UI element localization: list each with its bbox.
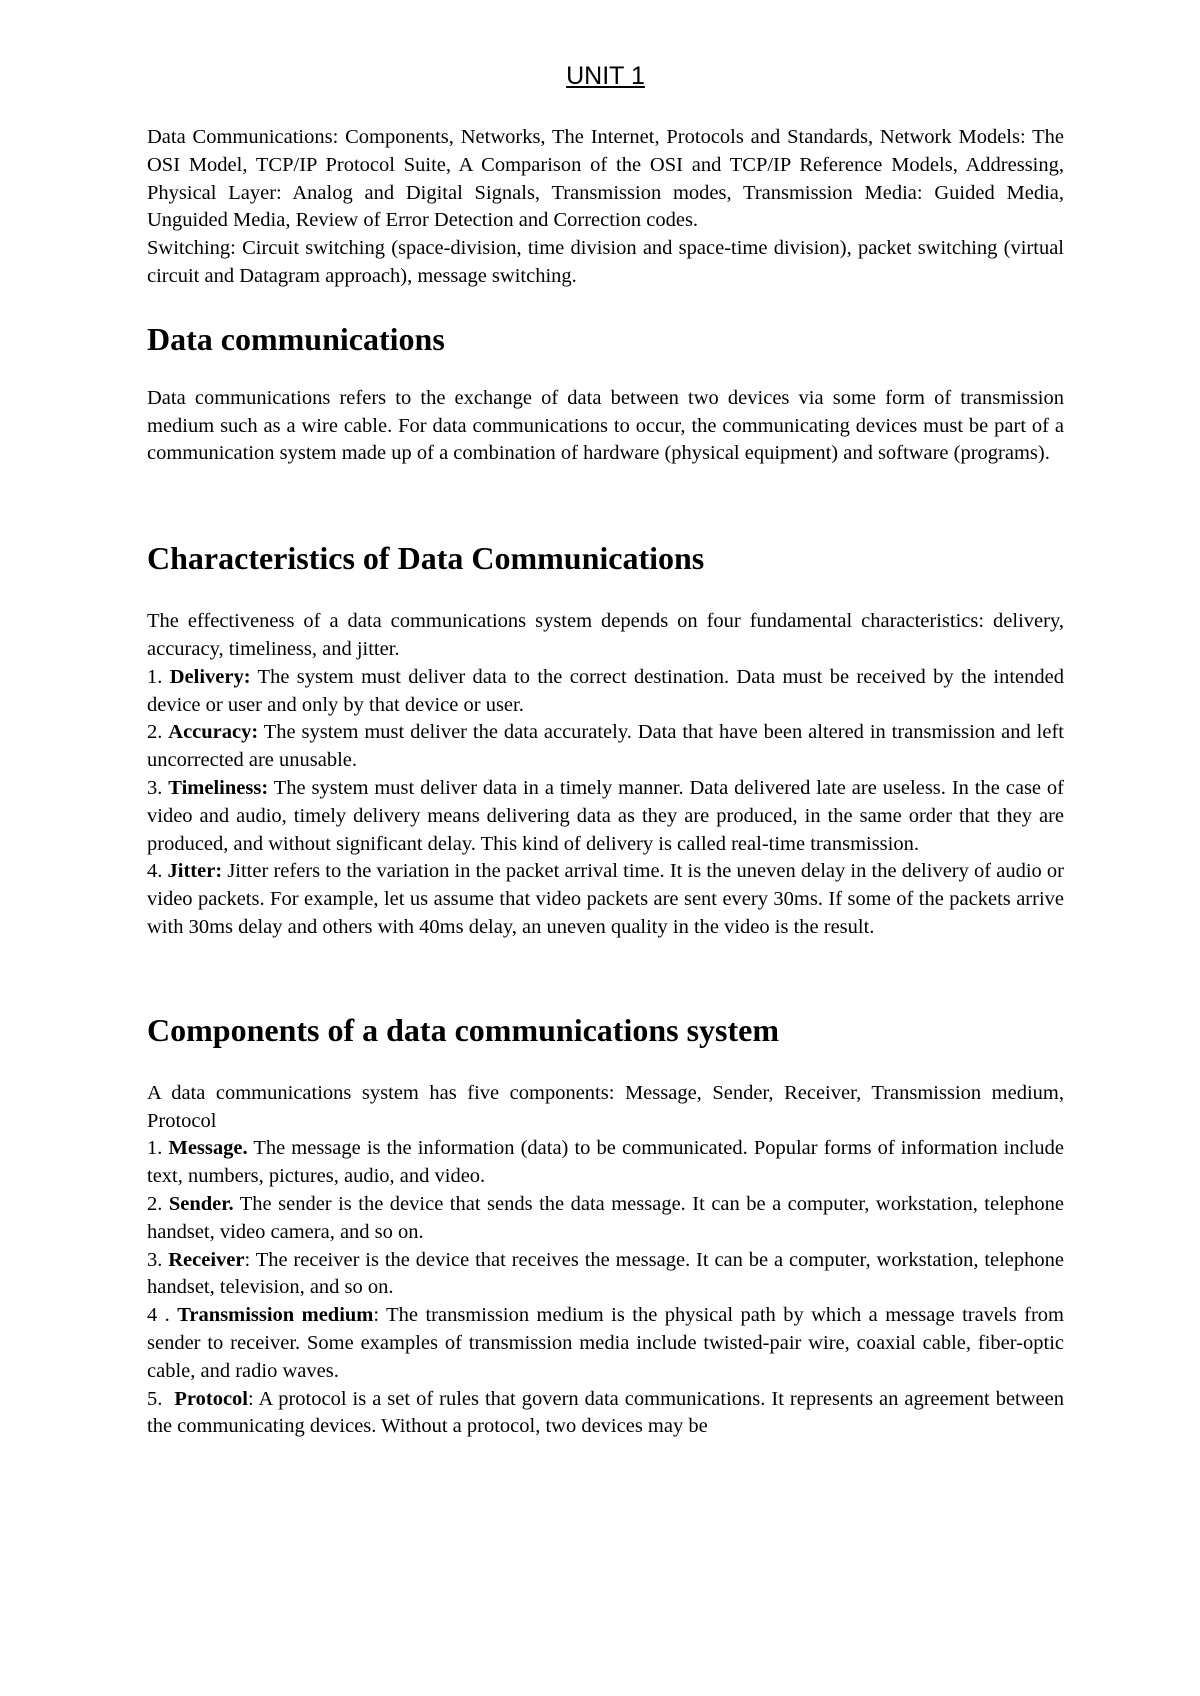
- item-text: The system must deliver data to the correct destination. Data must be received by the intended device or user and only by that device or user.: [147, 665, 1064, 716]
- component-item-sender: [147, 1191, 1064, 1247]
- syllabus-paragraph-1: Data Communications: Components, Networks, The Internet, Protocols and Standards, Network Models: The OSI Model, TCP/IP Protocol Suite, A Comparison of the OSI and TCP/IP Reference Models, Addressing, Physical Layer: Analog and Digital Signals, Transmission modes, Transmission Media: Guided Media, Unguided Media, Review of Error Detection and Correction codes.: [147, 126, 1064, 232]
- component-item-receiver: [147, 1247, 1064, 1303]
- item-text: The message is the information (data) to be communicated. Popular forms of information include text, numbers, pictures, audio, and video.: [147, 1137, 1064, 1188]
- item-number: 4.: [147, 860, 163, 883]
- item-term: Receiver: [168, 1248, 245, 1271]
- item-term: Sender.: [168, 1192, 234, 1215]
- item-number: 3.: [147, 776, 163, 799]
- characteristic-item-delivery: [147, 664, 1064, 720]
- item-text: : The receiver is the device that receives the message. It can be a computer, workstation, telephone handset, television, and so on.: [147, 1248, 1065, 1299]
- components-intro: A data communications system has five components: Message, Sender, Receiver, Transmission medium, Protocol: [147, 1081, 1064, 1132]
- item-term: Protocol: [174, 1387, 248, 1410]
- syllabus-paragraph-2: Switching: Circuit switching (space-division, time division and space-time division), packet switching (virtual circuit and Datagram approach), message switching.: [147, 237, 1064, 287]
- item-text: : A protocol is a set of rules that govern data communications. It represents an agreement between the communicating devices. Without a protocol, two devices may be: [147, 1387, 1065, 1438]
- characteristic-item-jitter: [147, 858, 1064, 941]
- heading-data-communications: Data communications: [147, 320, 445, 357]
- item-term: Delivery:: [169, 665, 251, 688]
- unit-title: UNIT 1: [566, 62, 645, 90]
- heading-components: Components of a data communications system: [147, 1011, 779, 1048]
- page-content: [147, 58, 1064, 1441]
- item-number: 2.: [147, 1192, 163, 1215]
- item-term: Message.: [168, 1137, 248, 1160]
- component-item-protocol: [147, 1386, 1064, 1442]
- item-number: 1.: [147, 1137, 163, 1160]
- item-number: 4 .: [147, 1304, 170, 1327]
- item-text: The system must deliver the data accurately. Data that have been altered in transmission and left uncorrected are unusable.: [147, 721, 1064, 772]
- item-number: 2.: [147, 721, 163, 744]
- item-term: Transmission medium: [177, 1304, 374, 1327]
- item-term: Jitter:: [167, 860, 223, 883]
- characteristic-item-accuracy: [147, 719, 1064, 775]
- item-number: 3.: [147, 1248, 163, 1271]
- item-term: Timeliness:: [168, 776, 269, 799]
- component-item-message: [147, 1135, 1064, 1191]
- item-text: The sender is the device that sends the data message. It can be a computer, workstation, telephone handset, video camera, and so on.: [147, 1192, 1064, 1243]
- data-communications-body: Data communications refers to the exchange of data between two devices via some form of transmission medium such as a wire cable. For data communications to occur, the communicating devices must be part of a communication system made up of a combination of hardware (physical equipment) and software (programs).: [147, 386, 1064, 465]
- item-text: Jitter refers to the variation in the packet arrival time. It is the uneven delay in the delivery of audio or video packets. For example, let us assume that video packets are sent every 30ms. If some of the packets arrive with 30ms delay and others with 40ms delay, an uneven quality in the video is the result.: [147, 860, 1065, 938]
- item-text: The system must deliver data in a timely manner. Data delivered late are useless. In the case of video and audio, timely delivery means delivering data as they are produced, in the same order that they are produced, and without significant delay. This kind of delivery is called real-time transmission.: [147, 776, 1065, 855]
- item-number: 1.: [147, 665, 163, 688]
- item-number: 5.: [147, 1387, 163, 1410]
- characteristics-intro: The effectiveness of a data communications system depends on four fundamental characteristics: delivery, accuracy, timeliness, and jitter.: [147, 610, 1064, 660]
- item-term: Accuracy:: [168, 721, 259, 744]
- heading-characteristics: Characteristics of Data Communications: [147, 540, 705, 577]
- characteristic-item-timeliness: [147, 775, 1064, 858]
- component-item-transmission-medium: [147, 1302, 1064, 1385]
- item-text: : The transmission medium is the physical path by which a message travels from sender to receiver. Some examples of transmission media include twisted-pair wire, coaxial cable, fiber-optic cable, and radio waves.: [147, 1304, 1064, 1382]
